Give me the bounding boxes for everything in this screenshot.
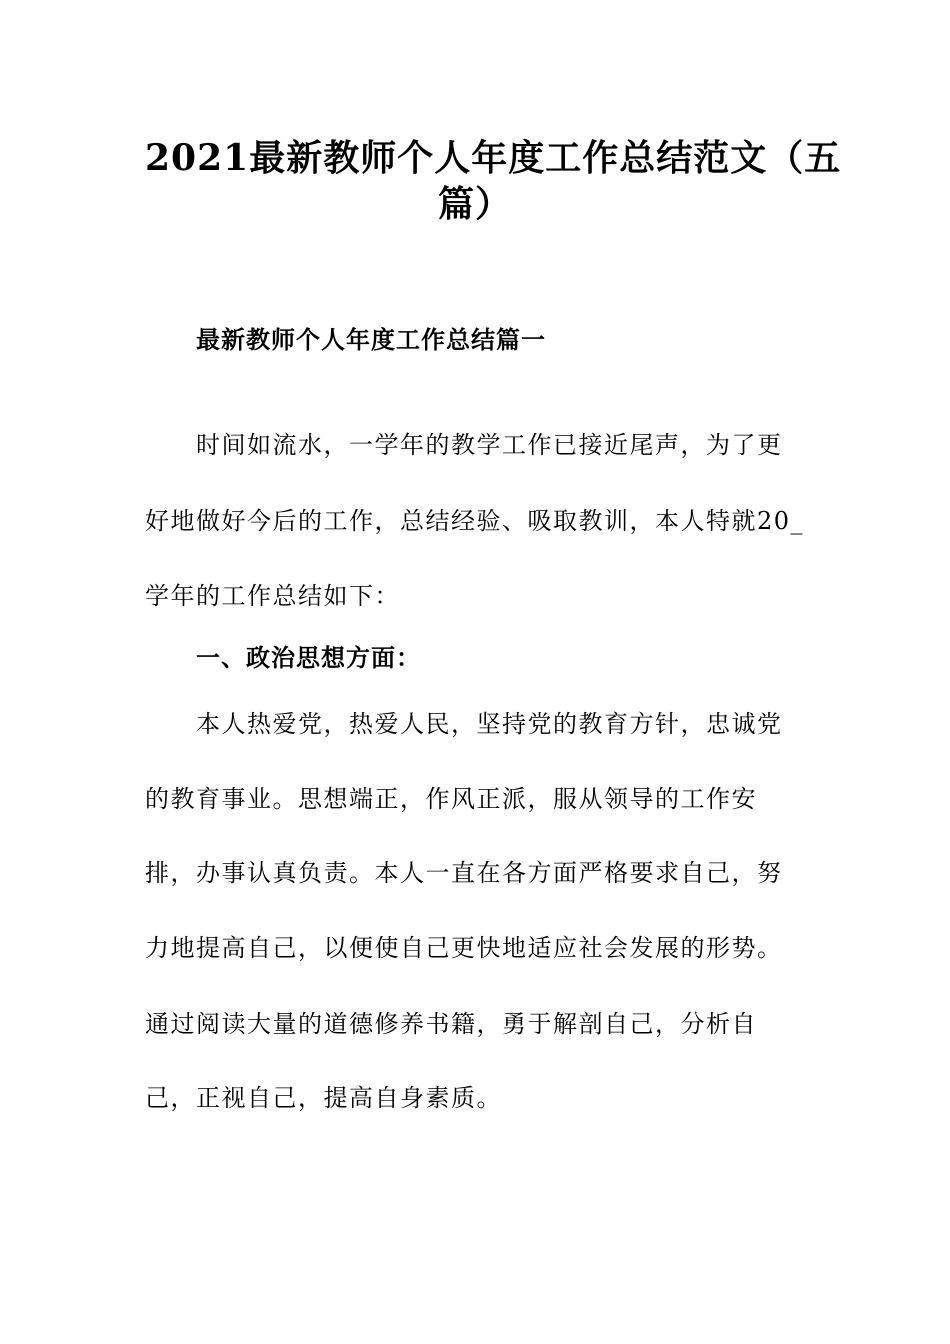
paragraph-line-3: 排，办事认真负责。本人一直在各方面严格要求自己，努 [145, 859, 783, 887]
paragraph-line-6: 己，正视自己，提高自身素质。 [145, 1084, 502, 1112]
intro-line-3: 学年的工作总结如下： [145, 582, 400, 610]
document-title-line-1: 2021最新教师个人年度工作总结范文（五 [145, 137, 842, 179]
intro-line-2: 好地做好今后的工作，总结经验、吸取教训，本人特就20_ [145, 507, 805, 535]
paragraph-line-1: 本人热爱党，热爱人民，坚持党的教育方针，忠诚党 [196, 710, 783, 738]
section-heading: 最新教师个人年度工作总结篇一 [196, 325, 546, 354]
paragraph-line-4: 力地提高自己，以便使自己更快地适应社会发展的形势。 [145, 934, 783, 962]
document-title-line-2: 篇） [437, 183, 512, 225]
intro-line-1: 时间如流水，一学年的教学工作已接近尾声，为了更 [196, 431, 783, 459]
subheading-political: 一、政治思想方面： [196, 643, 421, 672]
paragraph-line-2: 的教育事业。思想端正，作风正派，服从领导的工作安 [145, 785, 757, 813]
paragraph-line-5: 通过阅读大量的道德修养书籍，勇于解剖自己，分析自 [145, 1010, 757, 1038]
